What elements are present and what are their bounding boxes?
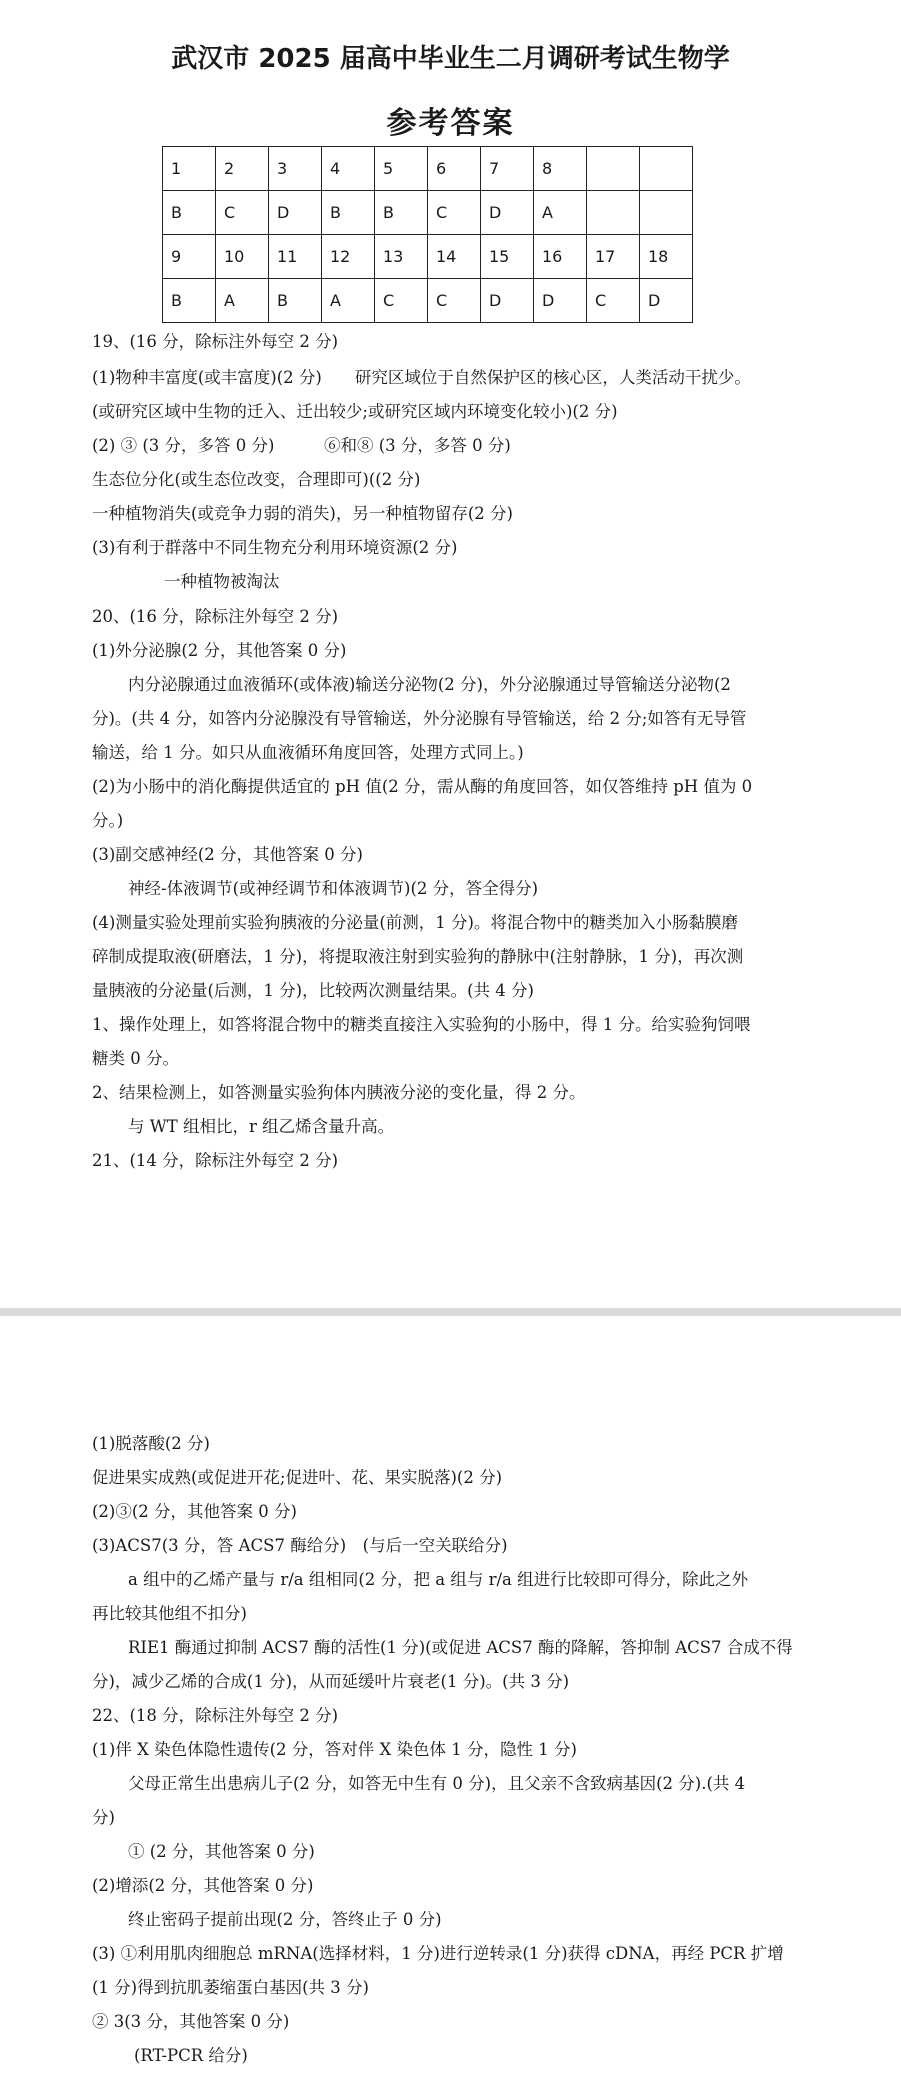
table-cell: C	[428, 191, 481, 235]
answer-line: 与 WT 组相比，r 组乙烯含量升高。	[128, 1117, 395, 1136]
answer-line: (1)脱落酸(2 分)	[92, 1434, 210, 1453]
answer-line: 促进果实成熟(或促进开花;促进叶、花、果实脱落)(2 分)	[92, 1468, 503, 1487]
answer-line: (3)有利于群落中不同生物充分利用环境资源(2 分)	[92, 538, 458, 557]
answer-line: (4)测量实验处理前实验狗胰液的分泌量(前测，1 分)。将混合物中的糖类加入小肠黏膜磨	[92, 913, 738, 932]
table-cell	[640, 191, 693, 235]
answer-line: 1、操作处理上，如答将混合物中的糖类直接注入实验狗的小肠中，得 1 分。给实验狗饲喂	[92, 1015, 751, 1034]
answer-line: RIE1 酶通过抑制 ACS7 酶的活性(1 分)(或促进 ACS7 酶的降解，答抑制 ACS7 合成不得	[128, 1638, 793, 1657]
answer-line: (1)物种丰富度(或丰富度)(2 分) 研究区域位于自然保护区的核心区，人类活动干扰少。	[92, 368, 751, 387]
table-cell	[587, 191, 640, 235]
table-cell: 17	[587, 235, 640, 279]
answer-line: ② 3(3 分，其他答案 0 分)	[92, 2012, 290, 2031]
q20-header: 20、(16 分，除标注外每空 2 分)	[92, 607, 339, 626]
page-separator	[0, 1308, 901, 1316]
table-cell: A	[534, 191, 587, 235]
table-row	[163, 235, 693, 279]
q22-header: 22、(18 分，除标注外每空 2 分)	[92, 1706, 339, 1725]
table-cell: 1	[163, 147, 216, 191]
table-row	[163, 191, 693, 235]
answer-line: (2)增添(2 分，其他答案 0 分)	[92, 1876, 314, 1895]
answer-line: (1)外分泌腺(2 分，其他答案 0 分)	[92, 641, 347, 660]
table-cell: A	[322, 279, 375, 323]
document-subtitle: 参考答案	[386, 106, 515, 141]
table-cell: B	[163, 279, 216, 323]
table-cell: 9	[163, 235, 216, 279]
answer-line: 分)，减少乙烯的合成(1 分)，从而延缓叶片衰老(1 分)。(共 3 分)	[92, 1672, 570, 1691]
answer-line: 分)。(共 4 分，如答内分泌腺没有导管输送，外分泌腺有导管输送，给 2 分;如答有无导管	[92, 709, 747, 728]
answer-line: a 组中的乙烯产量与 r/a 组相同(2 分，把 a 组与 r/a 组进行比较即可得分，除此之外	[128, 1570, 749, 1589]
answer-line: 糖类 0 分。	[92, 1049, 179, 1068]
table-cell: 15	[481, 235, 534, 279]
answer-line: (2)③(2 分，其他答案 0 分)	[92, 1502, 297, 1521]
table-cell: C	[216, 191, 269, 235]
answer-line: (RT-PCR 给分)	[134, 2046, 248, 2065]
table-cell: D	[481, 191, 534, 235]
table-cell: B	[375, 191, 428, 235]
table-row	[163, 147, 693, 191]
answer-line: (3) ①利用肌肉细胞总 mRNA(选择材料，1 分)进行逆转录(1 分)获得 cDNA，再经 PCR 扩增	[92, 1944, 784, 1963]
answer-line: (3)副交感神经(2 分，其他答案 0 分)	[92, 845, 363, 864]
table-cell: 12	[322, 235, 375, 279]
table-cell: D	[481, 279, 534, 323]
table-cell	[587, 147, 640, 191]
table-row	[163, 279, 693, 323]
table-cell: 11	[269, 235, 322, 279]
answer-line: 生态位分化(或生态位改变，合理即可)((2 分)	[92, 470, 421, 489]
answer-line: 碎制成提取液(研磨法，1 分)，将提取液注射到实验狗的静脉中(注射静脉，1 分)，再次测	[92, 947, 744, 966]
table-cell: C	[428, 279, 481, 323]
answer-line: 父母正常生出患病儿子(2 分，如答无中生有 0 分)，且父亲不含致病基因(2 分).(共 4	[128, 1774, 746, 1793]
answer-line: (3)ACS7(3 分，答 ACS7 酶给分) (与后一空关联给分)	[92, 1536, 508, 1555]
answer-line: 量胰液的分泌量(后测，1 分)，比较两次测量结果。(共 4 分)	[92, 981, 534, 1000]
table-cell: B	[269, 279, 322, 323]
table-cell: 10	[216, 235, 269, 279]
table-cell: 18	[640, 235, 693, 279]
table-cell: B	[163, 191, 216, 235]
table-cell: 16	[534, 235, 587, 279]
answer-line: (1 分)得到抗肌萎缩蛋白基因(共 3 分)	[92, 1978, 369, 1997]
q19-header: 19、(16 分，除标注外每空 2 分)	[92, 332, 339, 351]
answer-table	[162, 146, 693, 323]
table-cell: 5	[375, 147, 428, 191]
table-cell: D	[640, 279, 693, 323]
answer-line: 终止密码子提前出现(2 分，答终止子 0 分)	[128, 1910, 442, 1929]
answer-line: 一种植物被淘汰	[164, 572, 280, 591]
answer-line: (1)伴 X 染色体隐性遗传(2 分，答对伴 X 染色体 1 分，隐性 1 分)	[92, 1740, 577, 1759]
table-cell: 4	[322, 147, 375, 191]
answer-line: ① (2 分，其他答案 0 分)	[128, 1842, 315, 1861]
answer-line: 神经-体液调节(或神经调节和体液调节)(2 分，答全得分)	[128, 879, 539, 898]
answer-line: 内分泌腺通过血液循环(或体液)输送分泌物(2 分)，外分泌腺通过导管输送分泌物(2	[128, 675, 731, 694]
table-cell: D	[269, 191, 322, 235]
table-cell: 2	[216, 147, 269, 191]
answer-line: 2、结果检测上，如答测量实验狗体内胰液分泌的变化量，得 2 分。	[92, 1083, 586, 1102]
answer-line: (或研究区域中生物的迁入、迁出较少;或研究区域内环境变化较小)(2 分)	[92, 402, 618, 421]
table-cell	[640, 147, 693, 191]
table-cell: 3	[269, 147, 322, 191]
q21-header: 21、(14 分，除标注外每空 2 分)	[92, 1151, 339, 1170]
table-cell: 8	[534, 147, 587, 191]
answer-line: (2)为小肠中的消化酶提供适宜的 pH 值(2 分，需从酶的角度回答，如仅答维持 pH 值为 0	[92, 777, 753, 796]
table-cell: C	[375, 279, 428, 323]
table-cell: A	[216, 279, 269, 323]
table-cell: 7	[481, 147, 534, 191]
answer-line: 一种植物消失(或竞争力弱的消失)，另一种植物留存(2 分)	[92, 504, 513, 523]
answer-line: 再比较其他组不扣分)	[92, 1604, 247, 1623]
document-title: 武汉市 2025 届高中毕业生二月调研考试生物学	[171, 44, 730, 74]
answer-line: 分。)	[92, 811, 124, 830]
answer-line: 分)	[92, 1808, 115, 1827]
table-cell: 14	[428, 235, 481, 279]
table-cell: B	[322, 191, 375, 235]
answer-line: (2) ③ (3 分，多答 0 分) ⑥和⑧ (3 分，多答 0 分)	[92, 436, 511, 455]
table-cell: 13	[375, 235, 428, 279]
table-cell: D	[534, 279, 587, 323]
table-cell: 6	[428, 147, 481, 191]
answer-line: 输送，给 1 分。如只从血液循环角度回答，处理方式同上。)	[92, 743, 524, 762]
table-cell: C	[587, 279, 640, 323]
answer-page-2	[0, 1316, 901, 2087]
